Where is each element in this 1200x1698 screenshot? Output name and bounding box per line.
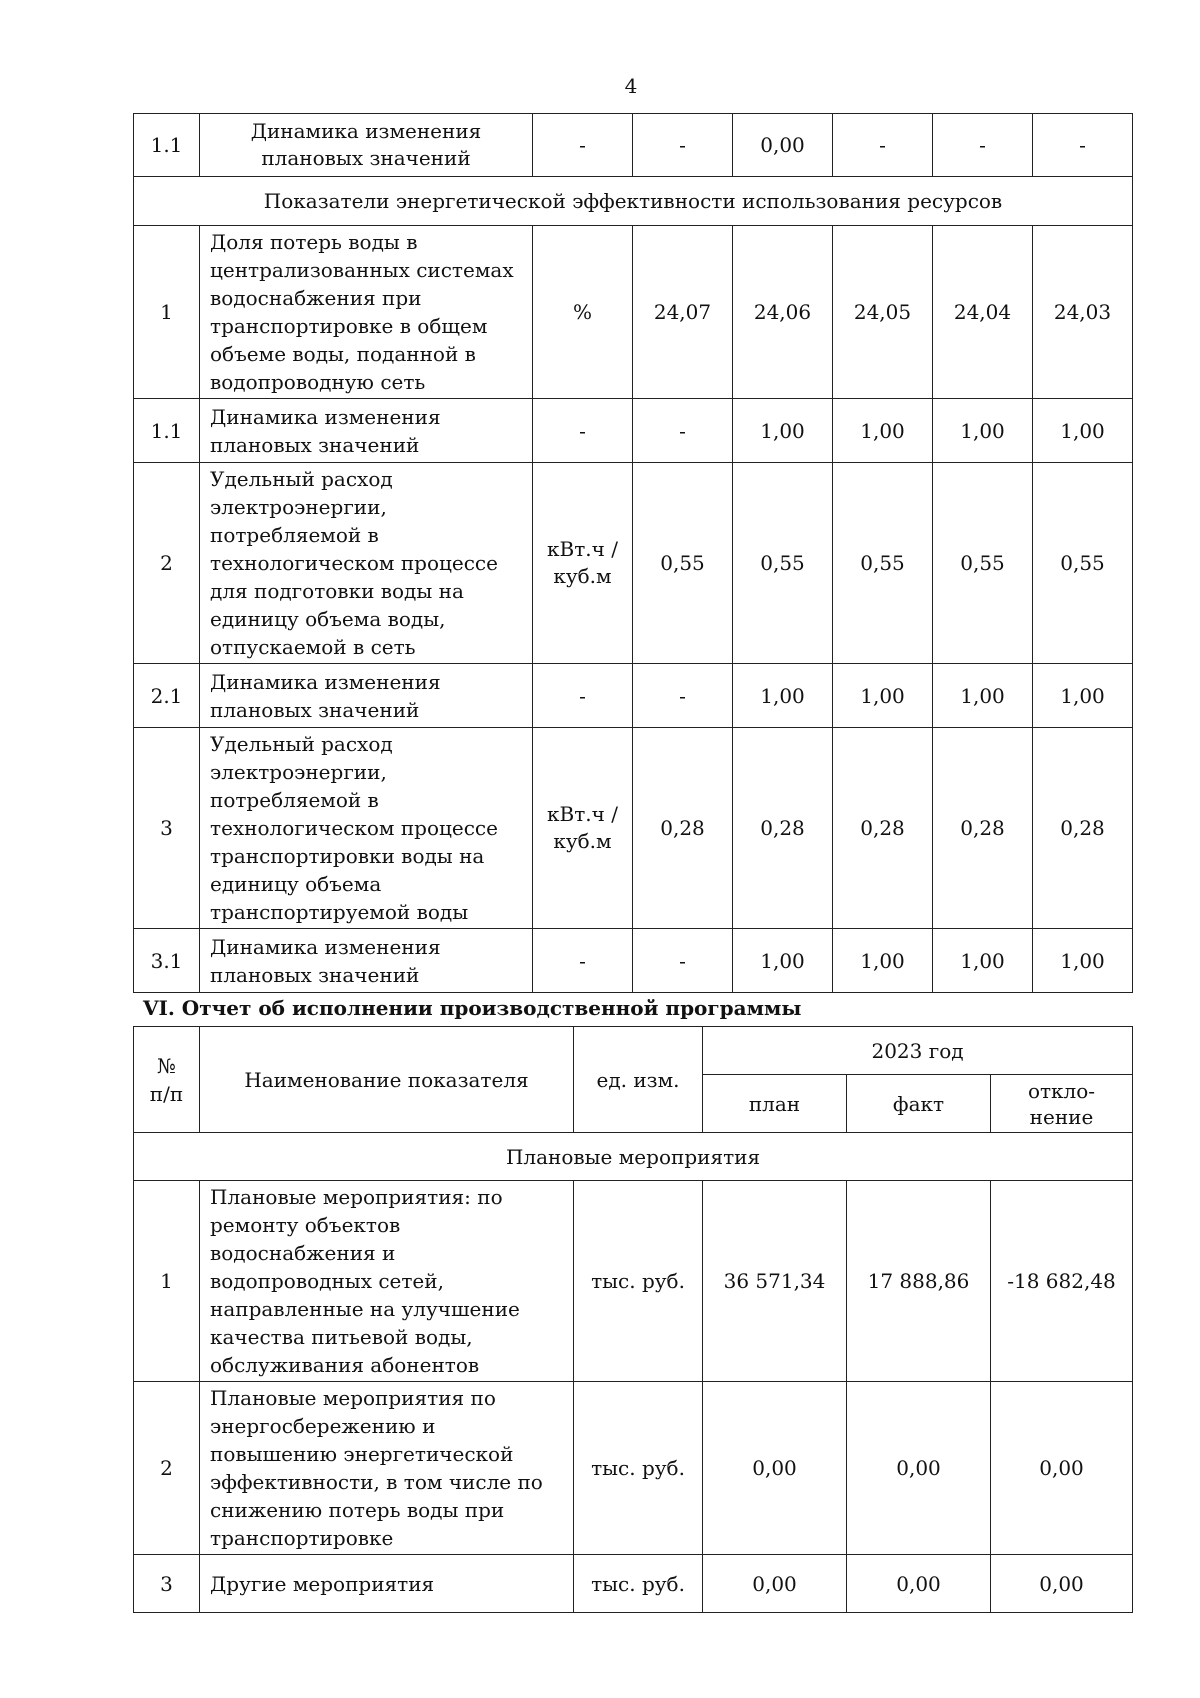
measure-name: Другие мероприятия [200, 1555, 574, 1613]
value-cell: 0,00 [733, 114, 833, 177]
table-row [134, 1555, 1133, 1613]
table-row [134, 226, 1133, 399]
value-cell: 0,55 [933, 463, 1033, 664]
value-cell: 0,28 [833, 728, 933, 929]
unit-cell: кВт.ч / куб.м [533, 728, 633, 929]
deviation-cell: -18 682,48 [991, 1181, 1133, 1382]
unit-cell: - [533, 929, 633, 993]
header-fact: факт [847, 1075, 991, 1133]
deviation-cell: 0,00 [991, 1555, 1133, 1613]
header-plan: план [703, 1075, 847, 1133]
value-cell: 24,04 [933, 226, 1033, 399]
group-header: Плановые мероприятия [134, 1133, 1133, 1181]
section-title: VI. Отчет об исполнении производственной программы [143, 996, 802, 1020]
value-cell: 0,28 [733, 728, 833, 929]
value-cell: - [633, 399, 733, 463]
table-row [134, 114, 1133, 177]
unit-cell: тыс. руб. [574, 1382, 703, 1555]
table-row [134, 1181, 1133, 1382]
header-year: 2023 год [703, 1027, 1133, 1075]
unit-cell: - [533, 399, 633, 463]
value-cell: 24,05 [833, 226, 933, 399]
unit-cell: - [533, 114, 633, 177]
indicator-name: Динамика изменения плановых значений [200, 399, 533, 463]
measure-name: Плановые мероприятия по энергосбережению и повышению энергетической эффективности, в том числе по снижению потерь воды при транспортировке [200, 1382, 574, 1555]
table-row [134, 399, 1133, 463]
value-cell: 24,03 [1033, 226, 1133, 399]
value-cell: 1,00 [933, 664, 1033, 728]
value-cell: 24,07 [633, 226, 733, 399]
value-cell: 0,28 [1033, 728, 1133, 929]
header-deviation: откло- нение [991, 1075, 1133, 1133]
row-number: 3 [134, 1555, 200, 1613]
header-num: № п/п [134, 1027, 200, 1133]
section-header: Показатели энергетической эффективности использования ресурсов [134, 177, 1133, 226]
indicator-name: Доля потерь воды в централизованных системах водоснабжения при транспортировке в общем объеме воды, поданной в водопроводную сеть [200, 226, 533, 399]
value-cell: 1,00 [1033, 664, 1133, 728]
fact-cell: 0,00 [847, 1555, 991, 1613]
group-header-row [134, 1133, 1133, 1181]
row-number: 2 [134, 1382, 200, 1555]
value-cell: 0,55 [1033, 463, 1133, 664]
value-cell: - [833, 114, 933, 177]
row-number: 3 [134, 728, 200, 929]
measure-name: Плановые мероприятия: по ремонту объектов водоснабжения и водопроводных сетей, направленные на улучшение качества питьевой воды, обслуживания абонентов [200, 1181, 574, 1382]
row-number: 2 [134, 463, 200, 664]
value-cell: 0,28 [933, 728, 1033, 929]
header-row [134, 1027, 1133, 1075]
table-row [134, 728, 1133, 929]
row-number: 1 [134, 1181, 200, 1382]
value-cell: 1,00 [933, 929, 1033, 993]
indicator-name: Удельный расход электроэнергии, потребляемой в технологическом процессе для подготовки воды на единицу объема воды, отпускаемой в сеть [200, 463, 533, 664]
row-number: 1.1 [134, 399, 200, 463]
value-cell: 0,55 [633, 463, 733, 664]
indicator-name: Динамика изменения плановых значений [200, 664, 533, 728]
row-number: 1.1 [134, 114, 200, 177]
table-row [134, 929, 1133, 993]
unit-cell: тыс. руб. [574, 1181, 703, 1382]
table-row [134, 664, 1133, 728]
fact-cell: 0,00 [847, 1382, 991, 1555]
row-number: 1 [134, 226, 200, 399]
value-cell: 1,00 [833, 929, 933, 993]
fact-cell: 17 888,86 [847, 1181, 991, 1382]
unit-cell: % [533, 226, 633, 399]
header-name: Наименование показателя [200, 1027, 574, 1133]
indicator-name: Динамика изменения плановых значений [200, 114, 533, 177]
value-cell: - [633, 114, 733, 177]
production-program-table [133, 1026, 1133, 1613]
row-number: 3.1 [134, 929, 200, 993]
value-cell: - [1033, 114, 1133, 177]
plan-cell: 0,00 [703, 1382, 847, 1555]
table-row [134, 463, 1133, 664]
value-cell: - [933, 114, 1033, 177]
unit-cell: тыс. руб. [574, 1555, 703, 1613]
value-cell: 1,00 [733, 929, 833, 993]
value-cell: 1,00 [833, 664, 933, 728]
value-cell: 1,00 [933, 399, 1033, 463]
row-number: 2.1 [134, 664, 200, 728]
value-cell: - [633, 929, 733, 993]
value-cell: 1,00 [733, 664, 833, 728]
value-cell: - [633, 664, 733, 728]
value-cell: 0,28 [633, 728, 733, 929]
page-number: 4 [624, 74, 638, 98]
value-cell: 1,00 [1033, 399, 1133, 463]
plan-cell: 0,00 [703, 1555, 847, 1613]
table-row [134, 1382, 1133, 1555]
header-unit: ед. изм. [574, 1027, 703, 1133]
deviation-cell: 0,00 [991, 1382, 1133, 1555]
section-header-row [134, 177, 1133, 226]
value-cell: 1,00 [833, 399, 933, 463]
value-cell: 1,00 [733, 399, 833, 463]
plan-cell: 36 571,34 [703, 1181, 847, 1382]
value-cell: 24,06 [733, 226, 833, 399]
indicator-name: Динамика изменения плановых значений [200, 929, 533, 993]
indicator-name: Удельный расход электроэнергии, потребляемой в технологическом процессе транспортировки воды на единицу объема транспортируемой воды [200, 728, 533, 929]
value-cell: 1,00 [1033, 929, 1133, 993]
unit-cell: - [533, 664, 633, 728]
value-cell: 0,55 [833, 463, 933, 664]
value-cell: 0,55 [733, 463, 833, 664]
unit-cell: кВт.ч / куб.м [533, 463, 633, 664]
indicators-table [133, 113, 1133, 993]
